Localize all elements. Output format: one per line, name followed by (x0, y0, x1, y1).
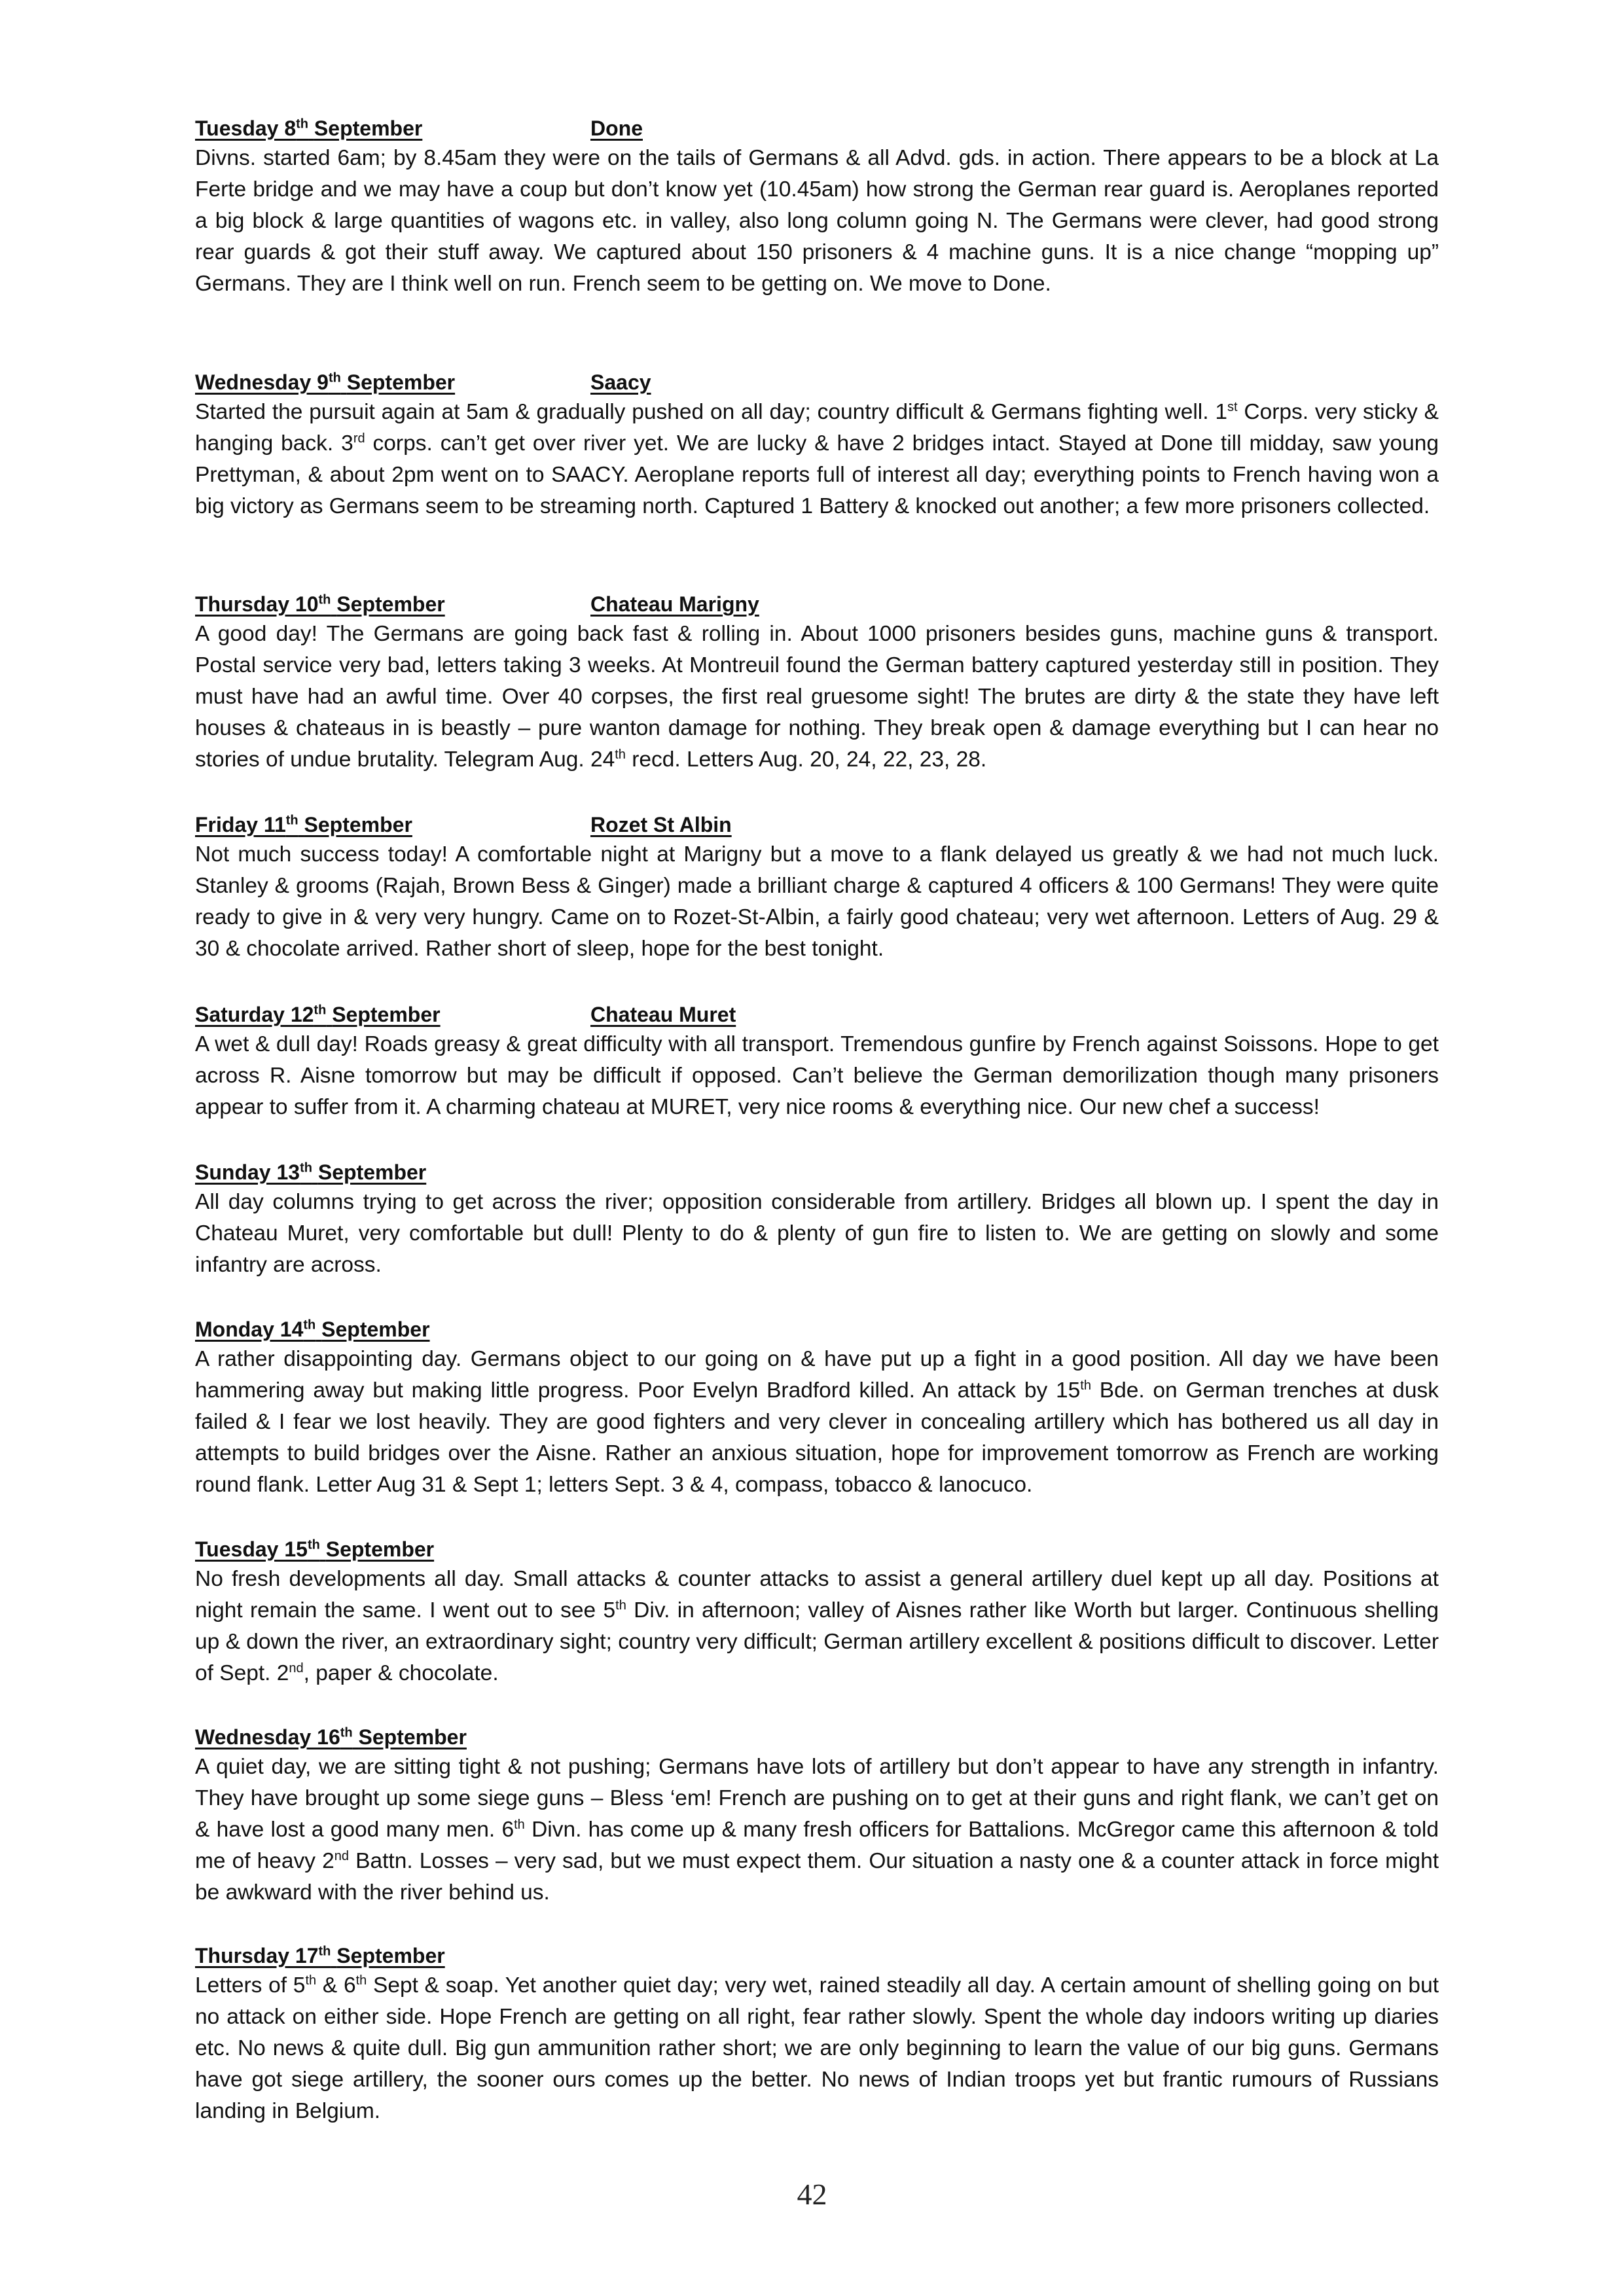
diary-entry-friday-11 (195, 813, 1439, 965)
entry-heading (195, 813, 1439, 839)
diary-entry-thursday-10 (195, 592, 1439, 776)
entry-heading (195, 1003, 1439, 1029)
diary-entry-thursday-17 (195, 1944, 1439, 2127)
entry-date: Tuesday 15th September (195, 1537, 435, 1561)
diary-entry-wednesday-9 (195, 370, 1439, 522)
entry-date: Wednesday 16th September (195, 1725, 467, 1749)
diary-entry-monday-14 (195, 1318, 1439, 1501)
diary-entry-saturday-12 (195, 1003, 1439, 1123)
page-number: 42 (797, 2178, 827, 2211)
entry-text: A good day! The Germans are going back fast & rolling in. About 1000 prisoners besides guns, machine guns & transport. Postal service very bad, letters taking 3 weeks. At Montreuil found the German battery captured yesterday still in position. They must have had an awful time. Over 40 corpses, the first real gruesome sight! The brutes are dirty & the state they have left houses & chateaus in is beastly – pure wanton damage for nothing. They break open & damage everything but I can hear no stories of undue brutality. Telegram Aug. 24th recd. Letters Aug. 20, 24, 22, 23, 28. (195, 622, 1439, 772)
diary-entry-tuesday-8 (195, 117, 1439, 300)
entry-text: Not much success today! A comfortable night at Marigny but a move to a flank delayed us greatly & we had not much luck. Stanley & grooms (Rajah, Brown Bess & Ginger) made a brilliant charge & captured 4 officers & 100 Germans! They were quite ready to give in & very very hungry. Came on to Rozet-St-Albin, a fairly good chateau; very wet afternoon. Letters of Aug. 29 & 30 & chocolate arrived. Rather short of sleep, hope for the best tonight. (195, 842, 1439, 961)
entry-heading (195, 1318, 1439, 1344)
entry-heading (195, 1944, 1439, 1970)
diary-entry-wednesday-16 (195, 1725, 1439, 1909)
entry-text: Divns. started 6am; by 8.45am they were on the tails of Germans & all Advd. gds. in action. There appears to be a block at La Ferte bridge and we may have a coup but don’t know yet (10.45am) how strong the German rear guard is. Aeroplanes reported a big block & large quantities of wagons etc. in valley, also long column going N. The Germans were clever, had good strong rear guards & got their stuff away. We captured about 150 prisoners & 4 machine guns. It is a nice change “mopping up” Germans. They are I think well on run. French seem to be getting on. We move to Done. (195, 146, 1439, 296)
entry-date: Thursday 17th September (195, 1944, 445, 1967)
entry-date: Friday 11th September (195, 813, 412, 836)
entry-location: Rozet St Albin (590, 813, 732, 836)
entry-date: Saturday 12th September (195, 1003, 441, 1026)
entry-location: Done (590, 117, 643, 140)
entry-location: Chateau Muret (590, 1003, 736, 1026)
entry-text: No fresh developments all day. Small attacks & counter attacks to assist a general artillery duel kept up all day. Positions at night remain the same. I went out to see 5th Div. in afternoon; valley of Aisnes rather like Worth but larger. Continuous shelling up & down the river, an extraordinary sight; country very difficult; German artillery excellent & positions difficult to discover. Letter of Sept. 2nd, paper & chocolate. (195, 1567, 1439, 1685)
entry-heading (195, 1725, 1439, 1751)
entry-heading (195, 1160, 1439, 1187)
entry-date: Monday 14th September (195, 1318, 430, 1341)
entry-heading (195, 370, 1439, 397)
entry-heading (195, 592, 1439, 619)
entry-location: Saacy (590, 370, 651, 394)
entry-date: Wednesday 9th September (195, 370, 456, 394)
entry-heading (195, 117, 1439, 143)
entry-text: All day columns trying to get across the river; opposition considerable from artillery. Bridges all blown up. I spent the day in Chateau Muret, very comfortable but dull! Plenty to do & plenty of gun fire to listen to. We are getting on slowly and some infantry are across. (195, 1190, 1439, 1277)
entry-text: A quiet day, we are sitting tight & not pushing; Germans have lots of artillery but don’t appear to have any strength in infantry. They have brought up some siege guns – Bless ‘em! French are pushing on to get at their guns and right flank, we can’t get on & have lost a good many men. 6th Divn. has come up & many fresh officers for Battalions. McGregor came this afternoon & told me of heavy 2nd Battn. Losses – very sad, but we must expect them. Our situation a nasty one & a counter attack in force might be awkward with the river behind us. (195, 1755, 1439, 1905)
entry-date: Tuesday 8th September (195, 117, 423, 140)
entry-heading (195, 1537, 1439, 1564)
entry-text: A rather disappointing day. Germans object to our going on & have put up a fight in a good position. All day we have been hammering away but making little progress. Poor Evelyn Bradford killed. An attack by 15th Bde. on German trenches at dusk failed & I fear we lost heavily. They are good fighters and very clever in concealing artillery which has bothered us all day in attempts to build bridges over the Aisne. Rather an anxious situation, hope for improvement tomorrow as French are working round flank. Letter Aug 31 & Sept 1; letters Sept. 3 & 4, compass, tobacco & lanocuco. (195, 1347, 1439, 1497)
entry-text: A wet & dull day! Roads greasy & great difficulty with all transport. Tremendous gunfire by French against Soissons. Hope to get across R. Aisne tomorrow but may be difficult if opposed. Can’t believe the German demorilization though many prisoners appear to suffer from it. A charming chateau at MURET, very nice rooms & everything nice. Our new chef a success! (195, 1032, 1439, 1119)
entry-text: Letters of 5th & 6th Sept & soap. Yet another quiet day; very wet, rained steadily all day. A certain amount of shelling going on but no attack on either side. Hope French are getting on all right, fear rather slowly. Spent the whole day indoors writing up diaries etc. No news & quite dull. Big gun ammunition rather short; we are only beginning to learn the value of our big guns. Germans have got siege artillery, the sooner ours comes up the better. No news of Indian troops yet but frantic rumours of Russians landing in Belgium. (195, 1973, 1439, 2123)
diary-entry-sunday-13 (195, 1160, 1439, 1281)
entry-text: Started the pursuit again at 5am & gradually pushed on all day; country difficult & Germans fighting well. 1st Corps. very sticky & hanging back. 3rd corps. can’t get over river yet. We are lucky & have 2 bridges intact. Stayed at Done till midday, saw young Prettyman, & about 2pm went on to SAACY. Aeroplane reports full of interest all day; everything points to French having won a big victory as Germans seem to be streaming north. Captured 1 Battery & knocked out another; a few more prisoners collected. (195, 399, 1439, 518)
entry-location: Chateau Marigny (590, 592, 759, 616)
entry-date: Sunday 13th September (195, 1160, 427, 1184)
entry-date: Thursday 10th September (195, 592, 445, 616)
diary-entry-tuesday-15 (195, 1537, 1439, 1689)
